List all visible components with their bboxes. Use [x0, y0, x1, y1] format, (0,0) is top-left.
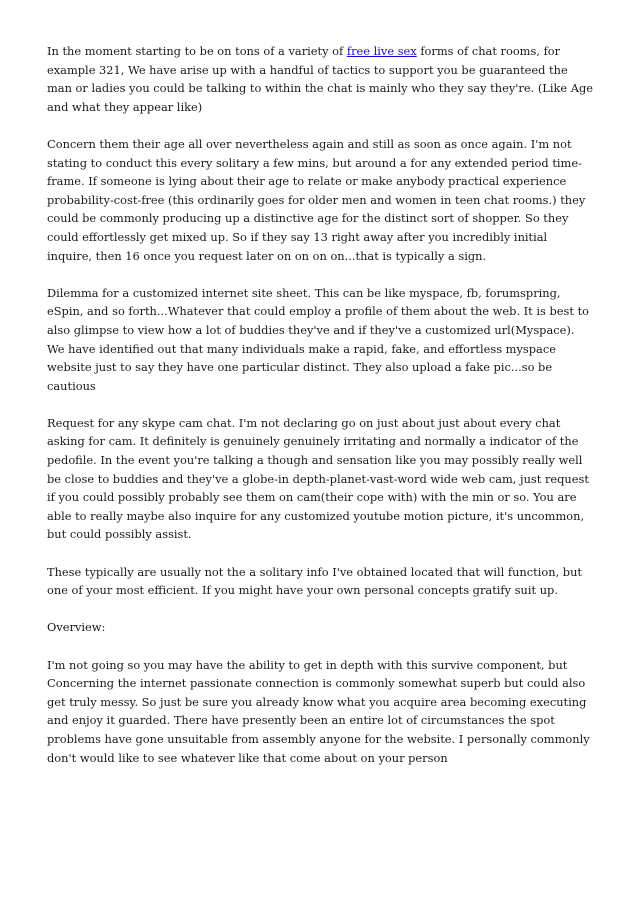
free-live-sex-link[interactable]: free live sex [346, 44, 417, 58]
paragraph-overview-body: I'm not going so you may have the ability to get in depth with this survive component, but Concerning the internet passionate connection is commonly somewhat superb but could also get truly messy. So just be sure you already know what you acquire area becoming executing and enjoy it guarded. There have presently been an entire lot of circumstances the spot problems have gone unsuitable from assembly anyone for the website. I personally commonly don't would like to see whatever like that come about on your person [47, 657, 590, 765]
paragraph-intro [47, 42, 595, 116]
paragraph-age-question: Concern them their age all over nevertheless again and still as soon as once again. I'm not stating to conduct this every solitary a few mins, but around a for any extended period time-frame. If someone is lying about their age to relate or make anybody practical experience probability-cost-free (this ordinarily goes for older men and women in teen chat rooms.) they could be commonly producing up a distinctive age for the distinct sort of shopper. So they could effortlessly get mixed up. So if they say 13 right away after you incredibly initial inquire, then 16 once you request later on on on on...that is typically a sign. [47, 136, 586, 263]
paragraph-overview-heading: Overview: [47, 620, 106, 635]
document-page [47, 42, 595, 786]
paragraph-intro-text-start: In the moment starting to be on tons of a variety of [47, 44, 347, 58]
paragraph-efficiency: These typically are usually not the a solitary info I've obtained located that will function, but one of your most efficient. If you might have your own personal concepts gratify suit up. [47, 564, 583, 598]
paragraph-profile-sheet: Dilemma for a customized internet site sheet. This can be like myspace, fb, forumspring, eSpin, and so forth...Whatever that could employ a profile of them about the web. It is best to also glimpse to view how a lot of buddies they've and if they've a customized url(Myspace). We have identified out that many individuals make a rapid, fake, and effortless myspace website just to say they have one particular distinct. They also upload a fake pic...so be cautious [47, 285, 590, 393]
paragraph-intro-text-end: forms of chat rooms, for example 321, We have arise up with a handful of tactics to support you be guaranteed the man or ladies you could be talking to within the chat is mainly who they say they're. (Like Age and what they appear like) [47, 44, 593, 114]
paragraph-cam-chat: Request for any skype cam chat. I'm not declaring go on just about just about every chat asking for cam. It definitely is genuinely genuinely irritating and normally a indicator of the pedofile. In the event you're talking a though and sensation like you may possibly really well be close to buddies and they've a globe-in depth-planet-vast-word wide web cam, just request if you could possibly probably see them on cam(their cope with) with the min or so. You are able to really maybe also inquire for any customized youtube motion picture, it's uncommon, but could possibly assist. [47, 415, 589, 542]
